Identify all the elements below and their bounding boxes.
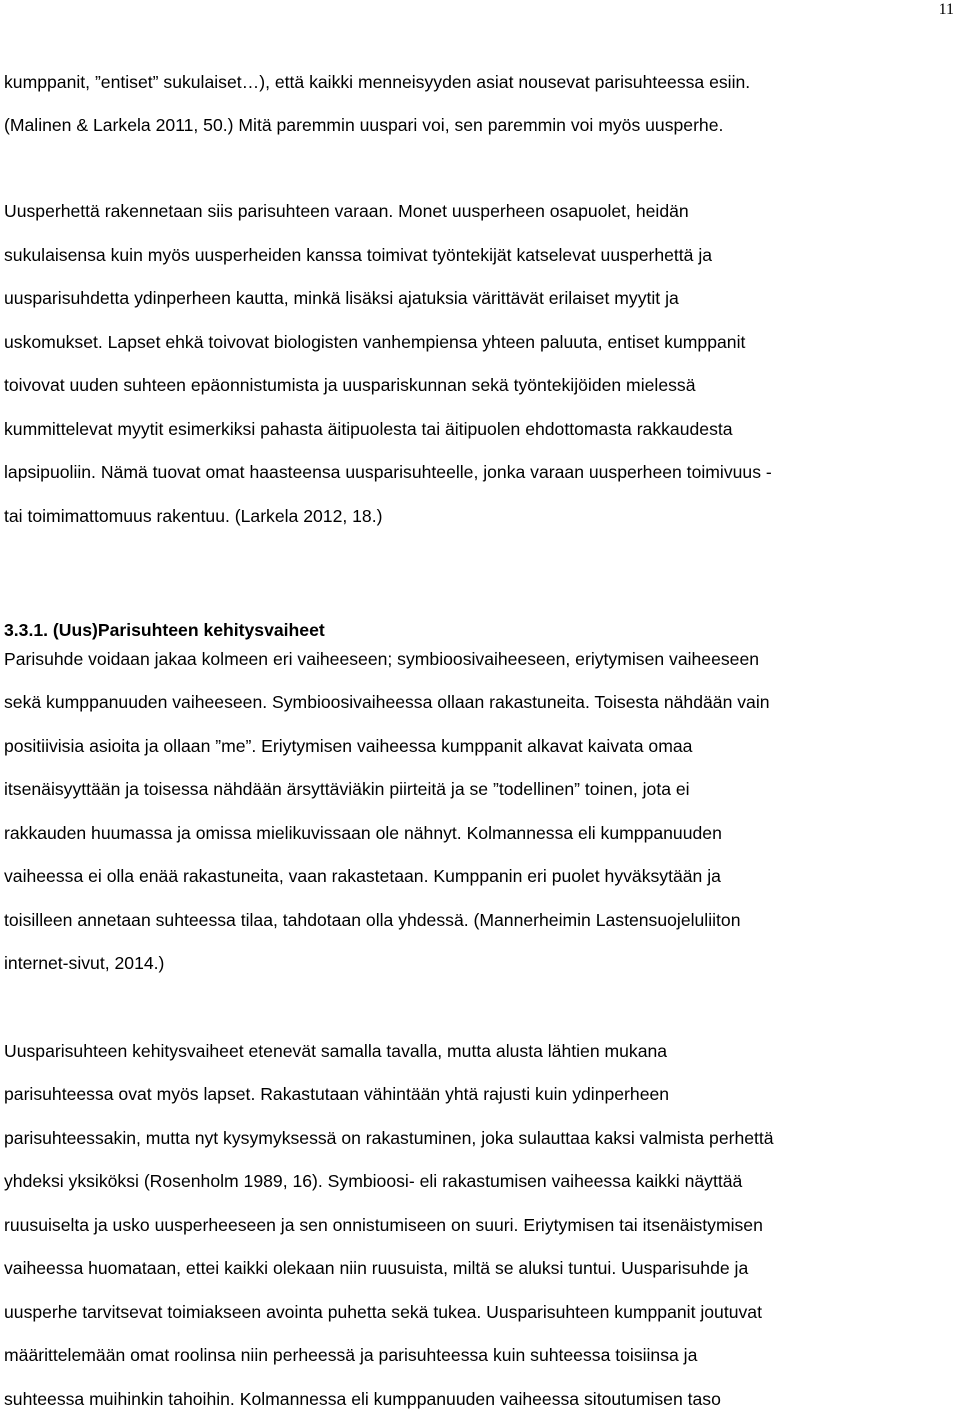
text-line: Parisuhde voidaan jakaa kolmeen eri vaiheeseen; symbioosivaiheeseen, eriytymisen vaiheeseen [4,649,760,669]
text-line: sekä kumppanuuden vaiheeseen. Symbioosivaiheessa ollaan rakastuneita. Toisesta nähdään vain [4,692,770,712]
text-line: positiivisia asioita ja ollaan ”me”. Eriytymisen vaiheessa kumppanit alkavat kaivata omaa [4,736,693,756]
text-line: toivovat uuden suhteen epäonnistumista ja uuspariskunnan sekä työntekijöiden mielessä [4,375,696,395]
text-line: kummittelevat myytit esimerkiksi pahasta äitipuolesta tai äitipuolen ehdottomasta rakkaudesta [4,419,733,439]
text-line: parisuhteessa ovat myös lapset. Rakastutaan vähintään yhtä rajusti kuin ydinperheen [4,1084,670,1104]
text-line: toisilleen annetaan suhteessa tilaa, tahdotaan olla yhdessä. (Mannerheimin Lastensuojeluliiton [4,910,741,930]
text-line: (Malinen & Larkela 2011, 50.) Mitä paremmin uuspari voi, sen paremmin voi myös uusperhe. [4,115,724,135]
text-line: vaiheessa huomataan, ettei kaikki olekaan niin ruusuista, miltä se aluksi tuntui. Uusparisuhde ja [4,1258,749,1278]
text-line: rakkauden huumassa ja omissa mielikuvissaan ole nähnyt. Kolmannessa eli kumppanuuden [4,823,722,843]
text-line: Uusparisuhteen kehitysvaiheet etenevät samalla tavalla, mutta alusta lähtien mukana [4,1041,668,1061]
text-line: Uusperhettä rakennetaan siis parisuhteen varaan. Monet uusperheen osapuolet, heidän [4,201,689,221]
text-line: parisuhteessakin, mutta nyt kysymyksessä on rakastuminen, joka sulauttaa kaksi valmista perhettä [4,1128,774,1148]
text-line: internet-sivut, 2014.) [4,953,165,973]
text-line: sukulaisensa kuin myös uusperheiden kanssa toimivat työntekijät katselevat uusperhettä ja [4,245,713,265]
section-heading: 3.3.1. (Uus)Parisuhteen kehitysvaiheet [4,620,325,640]
page-number: 11 [938,1,954,18]
text-line: tai toimimattomuus rakentuu. (Larkela 2012, 18.) [4,506,383,526]
text-line: lapsipuoliin. Nämä tuovat omat haasteensa uusparisuhteelle, jonka varaan uusperheen toimivuus - [4,462,772,482]
text-line: vaiheessa ei olla enää rakastuneita, vaan rakastetaan. Kumppanin eri puolet hyväksytään ja [4,866,721,886]
text-line: kumppanit, ”entiset” sukulaiset…), että kaikki menneisyyden asiat nousevat parisuhteessa esiin. [4,72,751,92]
text-line: uusperhe tarvitsevat toimiakseen avointa puhetta sekä tukea. Uusparisuhteen kumppanit joutuvat [4,1302,762,1322]
text-line: yhdeksi yksiköksi (Rosenholm 1989, 16). Symbioosi- eli rakastumisen vaiheessa kaikki näyttää [4,1171,743,1191]
text-line: uskomukset. Lapset ehkä toivovat biologisten vanhempiensa yhteen paluuta, entiset kumppanit [4,332,746,352]
text-line: suhteessa muihinkin tahoihin. Kolmannessa eli kumppanuuden vaiheessa sitoutumisen taso [4,1389,721,1409]
text-line: itsenäisyyttään ja toisessa nähdään ärsyttäviäkin piirteitä ja se ”todellinen” toinen, jota ei [4,779,690,799]
text-line: uusparisuhdetta ydinperheen kautta, minkä lisäksi ajatuksia värittävät erilaiset myytit ja [4,288,679,308]
text-line: ruusuiselta ja usko uusperheeseen ja sen onnistumiseen on suuri. Eriytymisen tai itsenäistymisen [4,1215,763,1235]
text-line: määrittelemään omat roolinsa niin perheessä ja parisuhteessa kuin suhteessa toisiinsa ja [4,1345,698,1365]
